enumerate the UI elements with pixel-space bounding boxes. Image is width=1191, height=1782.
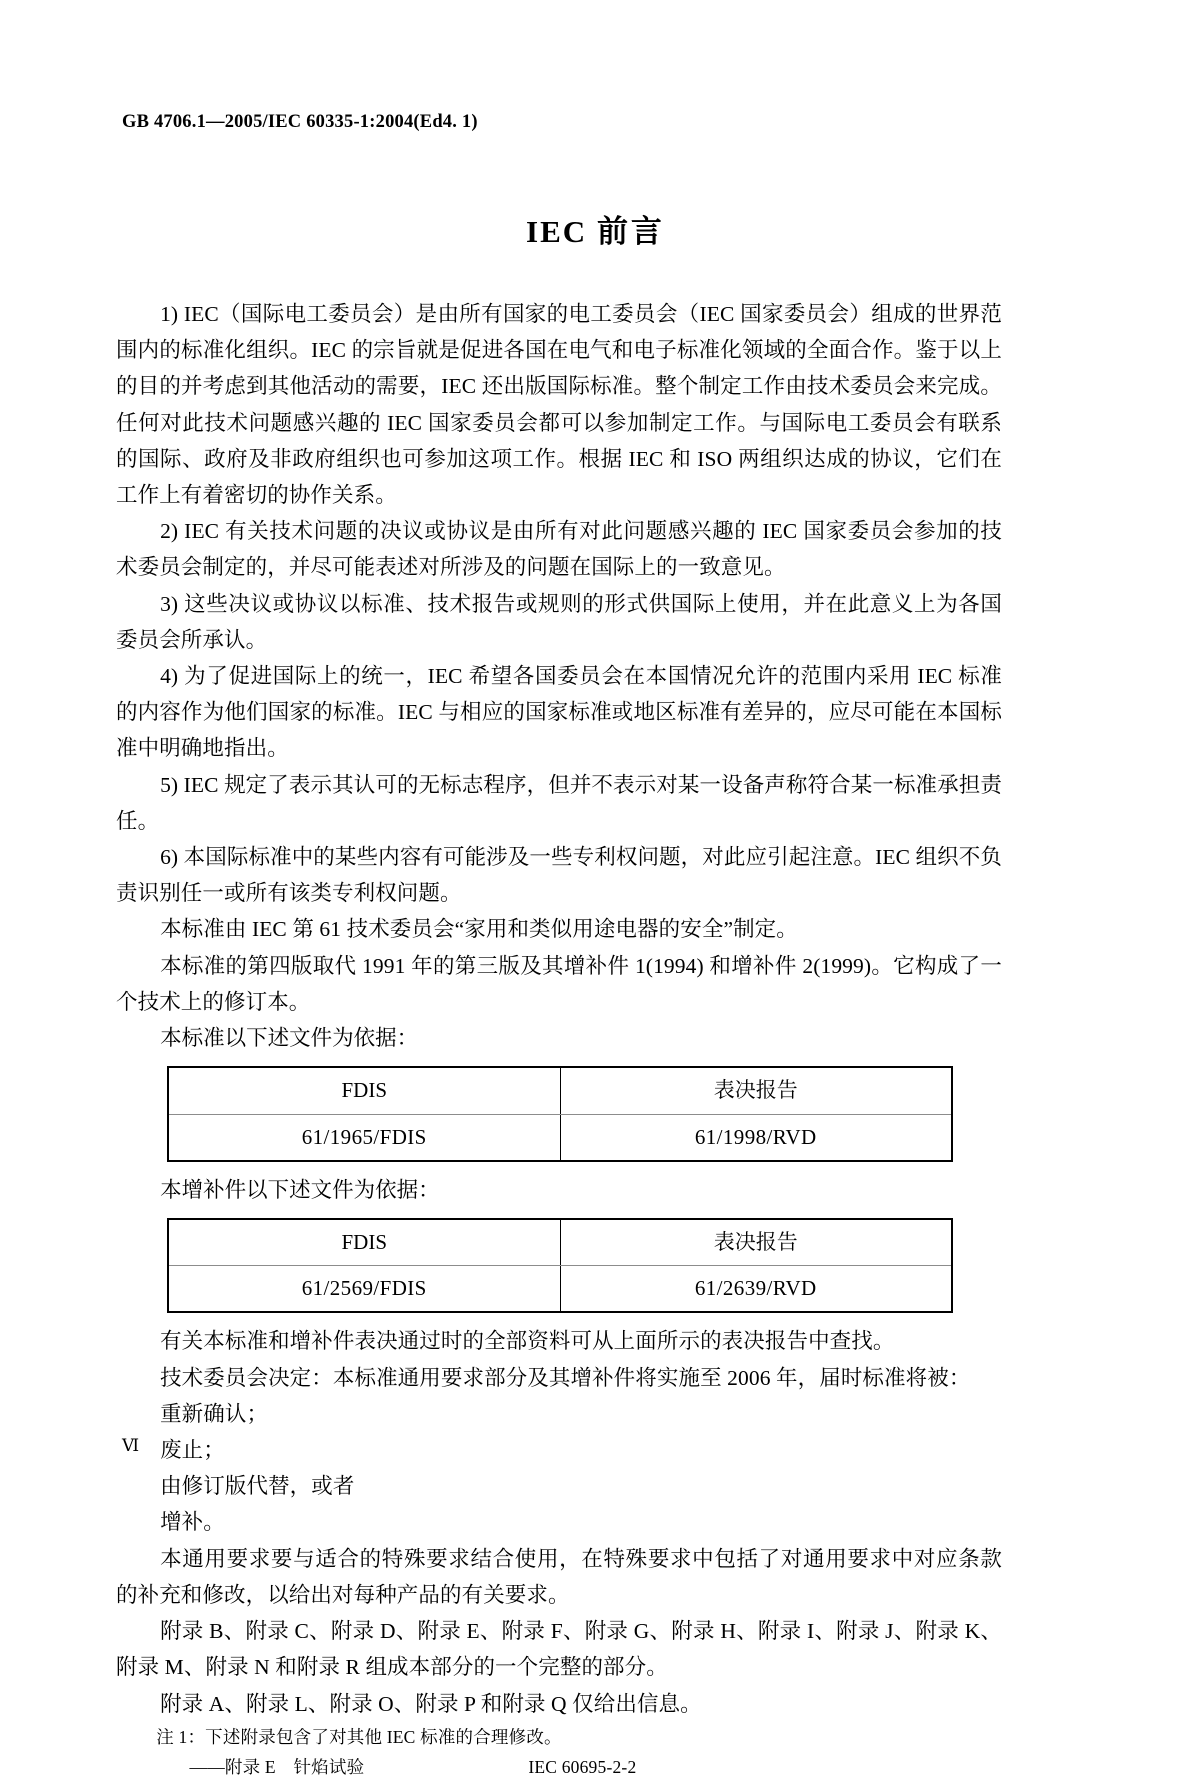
annex-informative-statement: 附录 A、附录 L、附录 O、附录 P 和附录 Q 仅给出信息。 — [160, 1691, 702, 1716]
amendment-basis-table — [167, 1218, 953, 1314]
standard-basis-table — [167, 1066, 953, 1162]
table-header-cell-report: 表决报告 — [560, 1219, 952, 1266]
clause-item-5: 5) IEC 规定了表示其认可的无标志程序，但并不表示对某一设备声称符合某一标准承担责任。 — [116, 772, 1002, 833]
table-row — [168, 1114, 952, 1161]
table-cell-fdis-code: 61/2569/FDIS — [168, 1266, 560, 1313]
tc-statement: 本标准由 IEC 第 61 技术委员会“家用和类似用途电器的安全”制定。 — [160, 917, 798, 942]
table-header-cell-fdis: FDIS — [168, 1219, 560, 1266]
page-number: Ⅵ — [122, 1436, 140, 1455]
decision-option-amend: 增补。 — [160, 1510, 225, 1535]
edition-statement: 本标准的第四版取代 1991 年的第三版及其增补件 1(1994) 和增补件 2(1999)。它构成了一个技术上的修订本。 — [116, 953, 1002, 1014]
table-row — [168, 1266, 952, 1313]
table-cell-rvd-code: 61/2639/RVD — [560, 1266, 952, 1313]
decision-option-withdraw: 废止； — [160, 1438, 225, 1463]
voting-info: 有关本标准和增补件表决通过时的全部资料可从上面所示的表决报告中查找。 — [160, 1329, 895, 1354]
general-requirements-statement: 本通用要求要与适合的特殊要求结合使用，在特殊要求中包括了对通用要求中对应条款的补充和修改，以给出对每种产品的有关要求。 — [116, 1546, 1002, 1607]
table-header-cell-fdis: FDIS — [168, 1067, 560, 1114]
table-cell-fdis-code: 61/1965/FDIS — [168, 1114, 560, 1161]
page-title-chinese: 前言 — [596, 214, 665, 250]
running-header-text: GB 4706.1—2005/IEC 60335-1:2004(Ed4. 1) — [122, 112, 478, 132]
note-label: 注 1：下述附录包含了对其他 IEC 标准的合理修改。 — [156, 1726, 562, 1747]
clause-item-3: 3) 这些决议或协议以标准、技术报告或规则的形式供国际上使用，并在此意义上为各国委员会所承认。 — [116, 591, 1002, 652]
table-header-cell-report: 表决报告 — [560, 1067, 952, 1114]
clause-item-6: 6) 本国际标准中的某些内容有可能涉及一些专利权问题，对此应引起注意。IEC 组织不负责识别任一或所有该类专利权问题。 — [116, 845, 1002, 906]
table-header-row — [168, 1219, 952, 1266]
note-item-annex-e — [116, 1752, 1002, 1782]
annex-normative-statement: 附录 B、附录 C、附录 D、附录 E、附录 F、附录 G、附录 H、附录 I、附录 J、附录 K、附录 M、附录 N 和附录 R 组成本部分的一个完整的部分。 — [116, 1619, 1002, 1680]
tc-decision: 技术委员会决定：本标准通用要求部分及其增补件将实施至 2006 年，届时标准将被： — [160, 1365, 971, 1390]
decision-option-reconfirm: 重新确认； — [160, 1401, 269, 1426]
note-item-annex-e-reference: IEC 60695-2-2 — [528, 1756, 637, 1777]
clause-item-2: 2) IEC 有关技术问题的决议或协议是由所有对此问题感兴趣的 IEC 国家委员会参加的技术委员会制定的，并尽可能表述对所涉及的问题在国际上的一致意见。 — [116, 519, 1002, 580]
running-header — [122, 112, 478, 133]
page-title — [0, 206, 1191, 251]
standard-basis-caption: 本标准以下述文件为依据： — [160, 1026, 419, 1051]
amendment-basis-caption: 本增补件以下述文件为依据： — [160, 1177, 440, 1202]
clause-item-1: 1) IEC（国际电工委员会）是由所有国家的电工委员会（IEC 国家委员会）组成的世界范围内的标准化组织。IEC 的宗旨就是促进各国在电气和电子标准化领域的全面合作。鉴于以上的目的并考虑到其他活动的需要，IEC 还出版国际标准。整个制定工作由技术委员会来完成。任何对此技术问题感兴趣的 IEC 国家委员会都可以参加制定工作。与国际电工委员会有联系的国际、政府及非政府组织也可参加这项工作。根据 IEC 和 ISO 两组织达成的协议，它们在工作上有着密切的协作关系。 — [116, 302, 1002, 508]
page-title-latin: IEC — [526, 214, 588, 249]
clause-item-4: 4) 为了促进国际上的统一，IEC 希望各国委员会在本国情况允许的范围内采用 IEC 标准的内容作为他们国家的标准。IEC 与相应的国家标准或地区标准有差异的，应尽可能在本国标准中明确地指出。 — [116, 664, 1002, 761]
table-cell-rvd-code: 61/1998/RVD — [560, 1114, 952, 1161]
decision-option-replace: 由修订版代替，或者 — [160, 1474, 355, 1499]
table-header-row — [168, 1067, 952, 1114]
note-item-annex-e-label: ——附录 E 针焰试验 — [189, 1756, 365, 1777]
document-body — [116, 296, 1002, 1782]
